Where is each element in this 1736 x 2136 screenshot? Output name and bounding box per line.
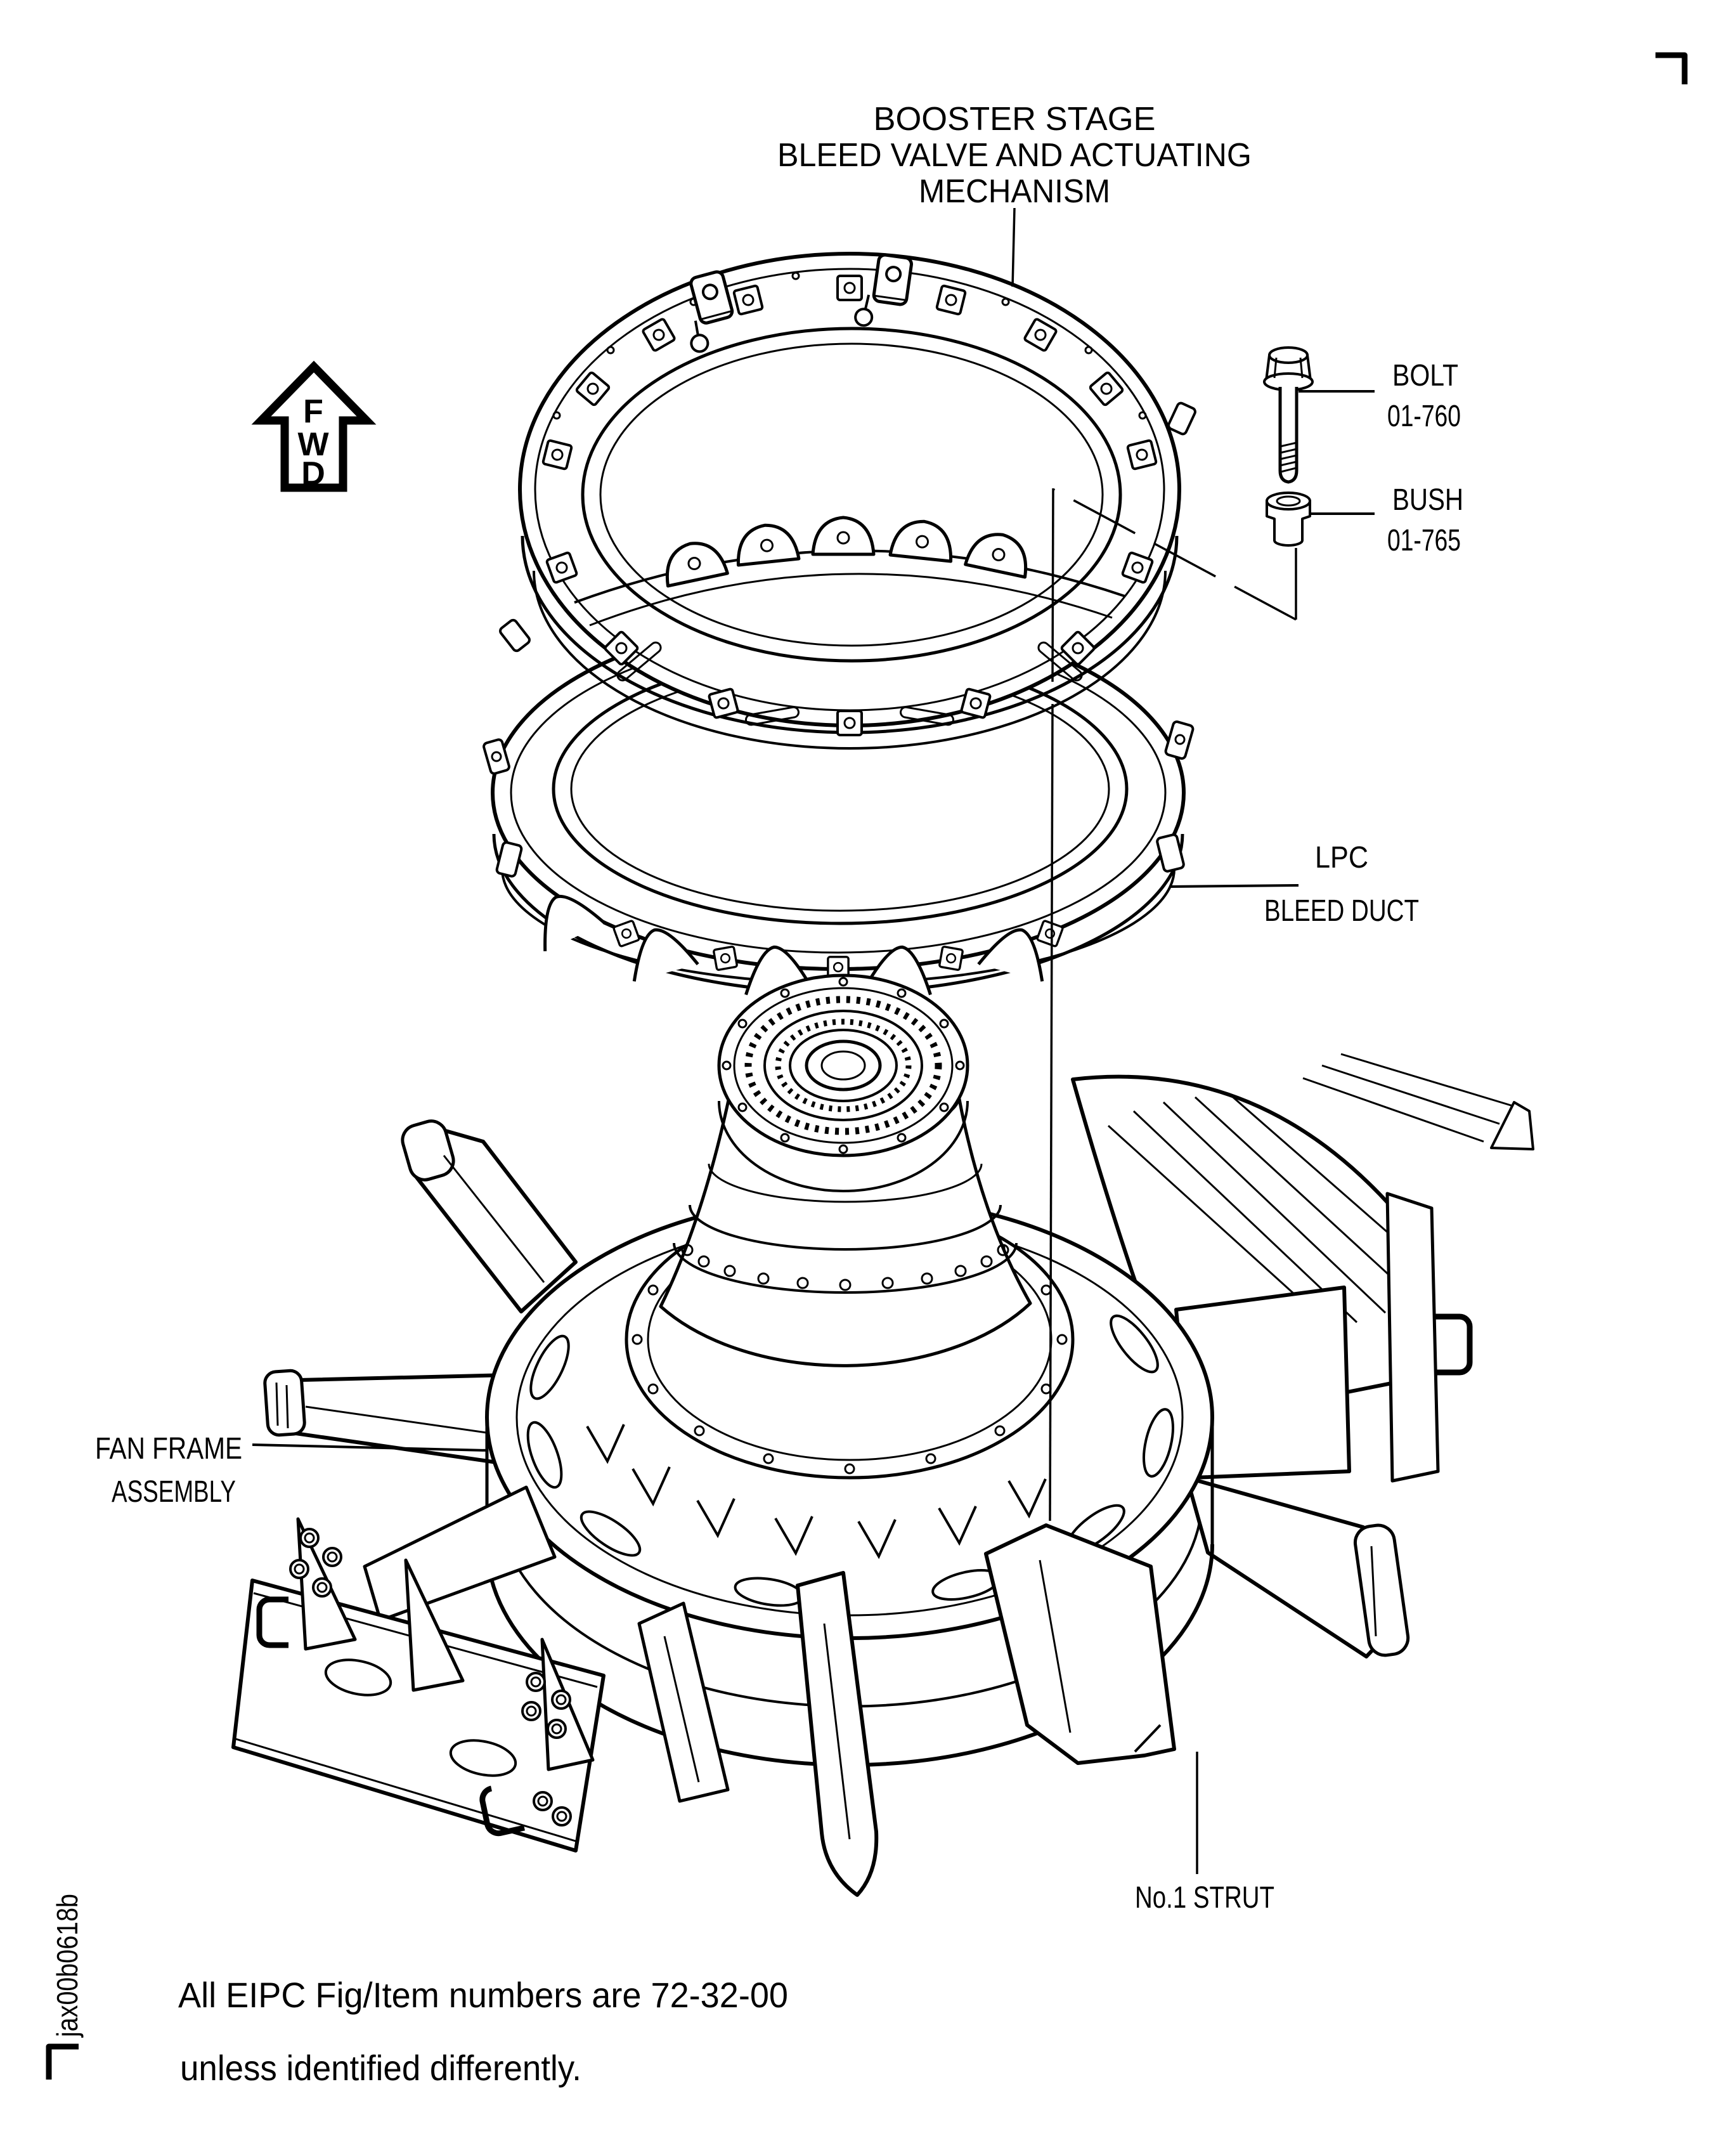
label-no1-strut: No.1 STRUT <box>1135 1881 1274 1915</box>
label-bolt-item: 01-760 <box>1387 400 1461 433</box>
label-assembly: ASSEMBLY <box>112 1475 236 1509</box>
label-bush: BUSH <box>1392 483 1463 517</box>
far-flange <box>1491 1102 1533 1149</box>
fwd-letter-d: D <box>301 455 325 492</box>
no1-strut <box>986 1525 1174 1763</box>
label-bush-item: 01-765 <box>1387 524 1461 557</box>
label-lpc: LPC <box>1315 841 1368 875</box>
bottom-left-strut <box>639 1603 728 1801</box>
corner-mark-top-right <box>1655 55 1685 84</box>
fwd-letter-w: W <box>297 426 329 463</box>
label-bleed-duct: BLEED DUCT <box>1264 894 1419 928</box>
leader-lpc-duct <box>1170 885 1299 887</box>
title-line-1: BOOSTER STAGE <box>873 101 1156 138</box>
right-lower-strut <box>1187 1478 1410 1657</box>
fwd-arrow <box>261 367 366 492</box>
footnote-line-1: All EIPC Fig/Item numbers are 72-32-00 <box>178 1975 788 2015</box>
fwd-letter-f: F <box>303 393 323 430</box>
right-mount-plate <box>1387 1194 1470 1481</box>
bush <box>1267 493 1310 545</box>
doc-id: jax00b0618b <box>51 1870 84 2037</box>
corner-mark-bottom-left <box>49 2047 79 2080</box>
leader-title <box>1013 208 1014 287</box>
lower-left-mount <box>233 1487 604 1851</box>
right-clevis-handle <box>1434 1317 1470 1372</box>
upper-left-strut <box>399 1117 576 1312</box>
title-line-3: MECHANISM <box>919 173 1110 210</box>
fan-frame-assembly <box>233 975 1533 1895</box>
label-fan-frame: FAN FRAME <box>95 1432 242 1466</box>
label-bolt: BOLT <box>1392 359 1458 393</box>
footnote-line-2: unless identified differently. <box>180 2048 581 2088</box>
title-line-2: BLEED VALVE AND ACTUATING <box>777 137 1252 174</box>
bolt <box>1264 348 1312 482</box>
